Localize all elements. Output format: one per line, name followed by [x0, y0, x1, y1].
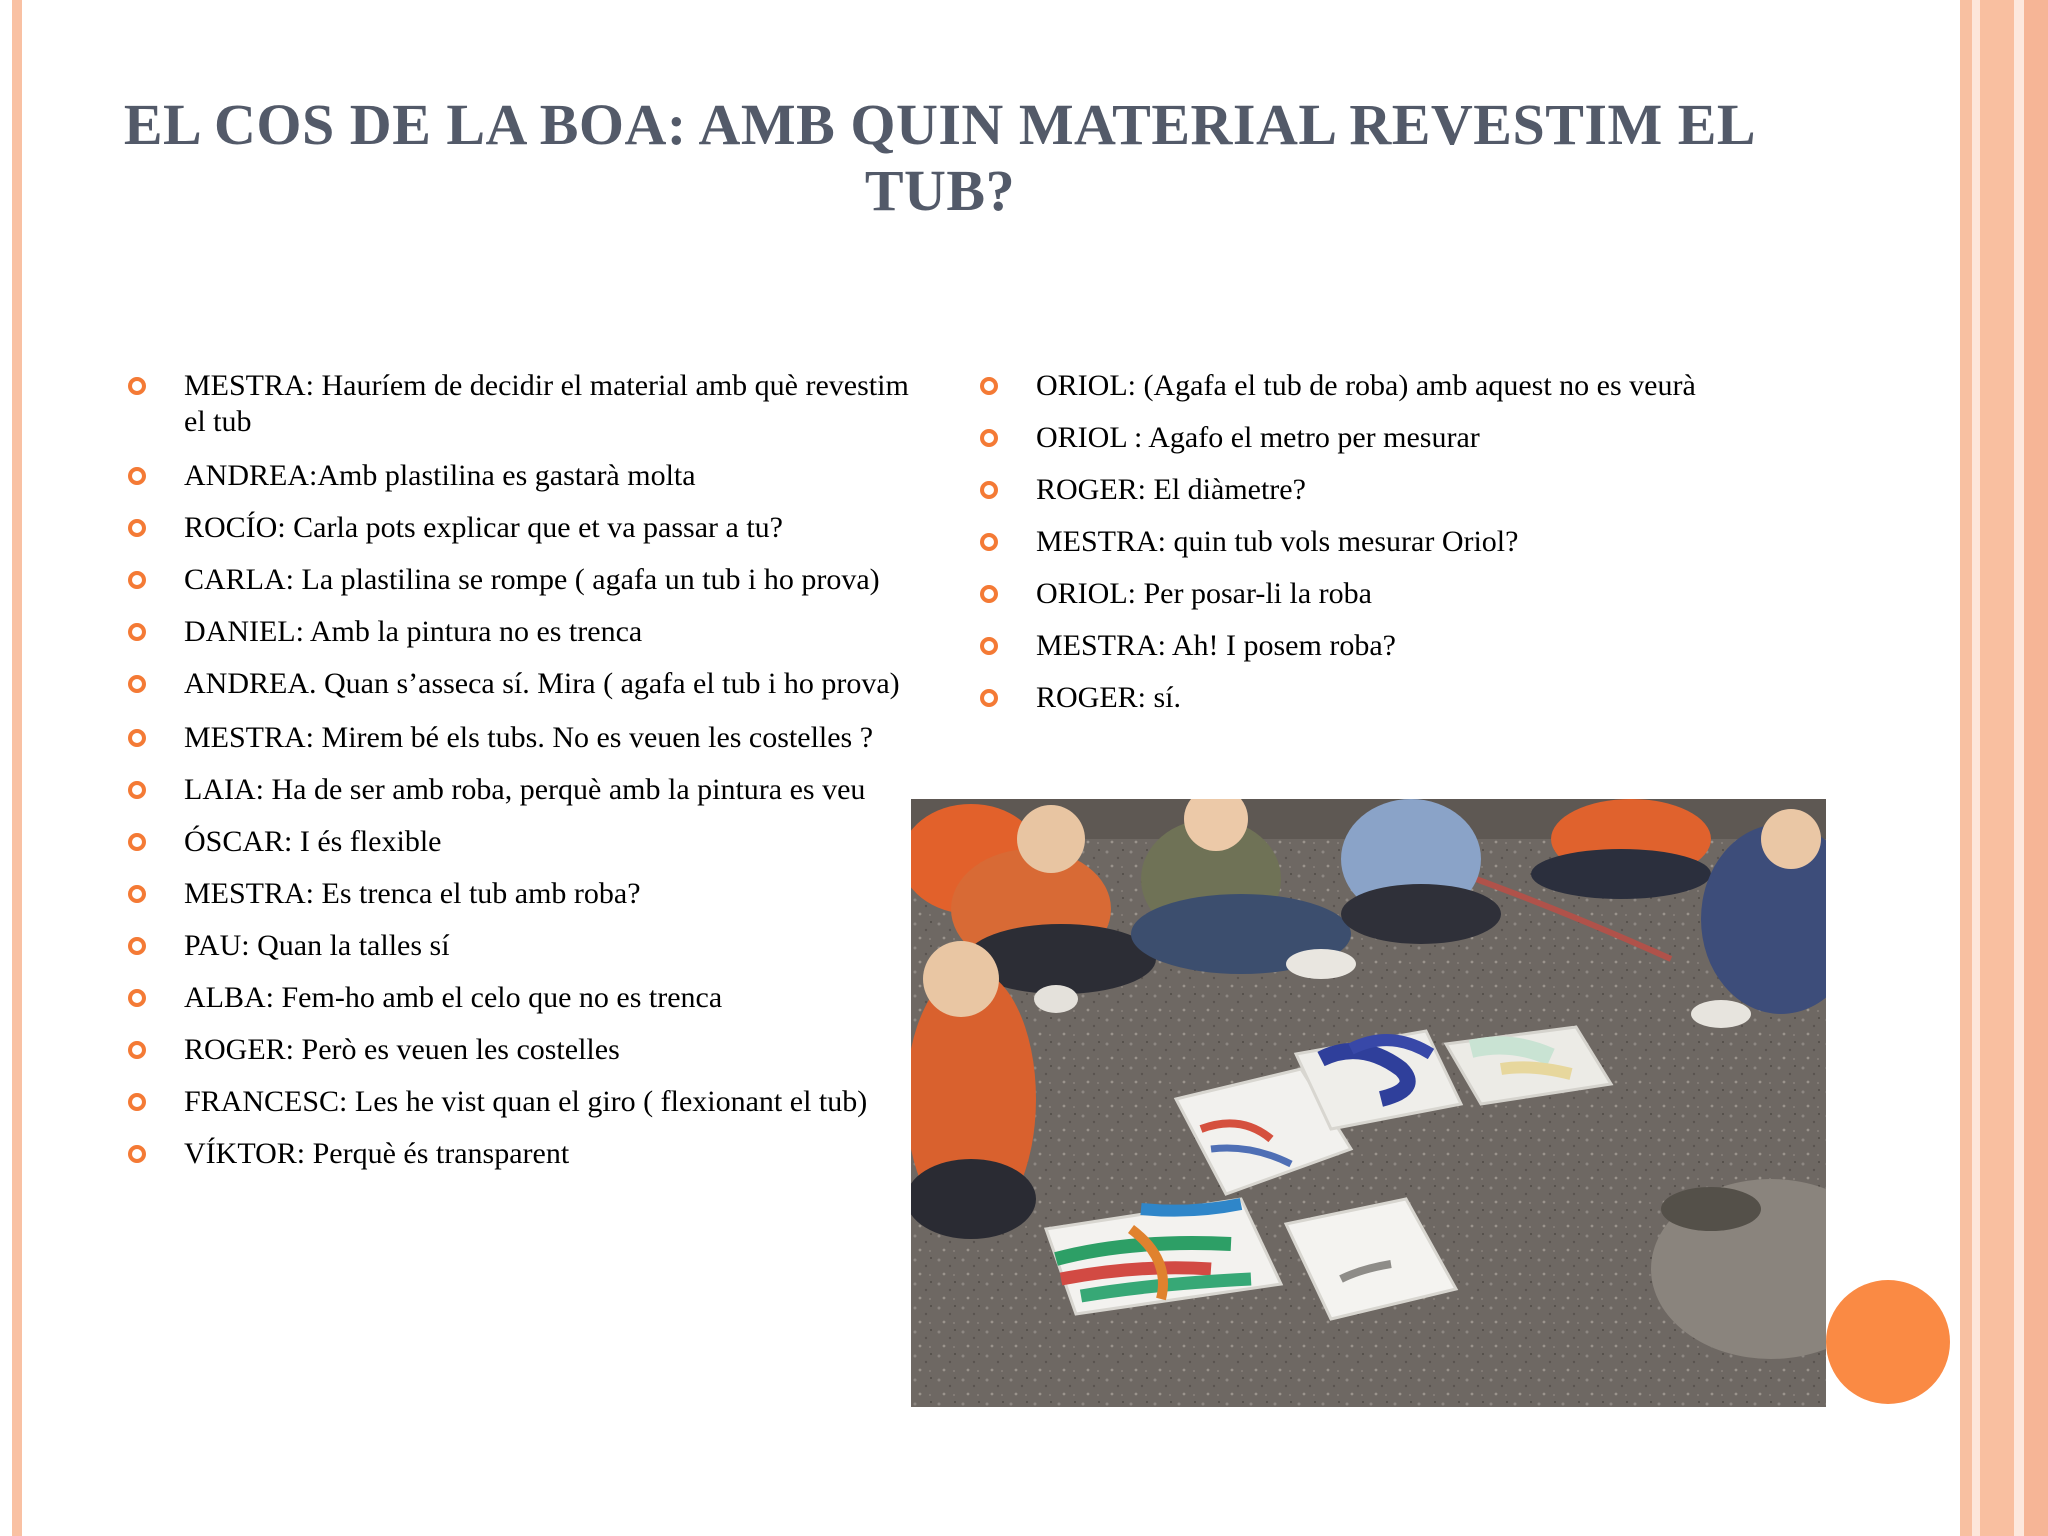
dialogue-item	[128, 562, 928, 598]
bullet-icon	[128, 1041, 146, 1059]
dialogue-item	[128, 458, 928, 494]
bullet-icon	[128, 729, 146, 747]
dialogue-item	[128, 980, 928, 1016]
bullet-icon	[128, 989, 146, 1007]
bullet-icon	[128, 519, 146, 537]
dialogue-text: MESTRA: Hauríem de decidir el material amb què revestim el tub	[184, 369, 909, 438]
right-edge-stripe-2	[1972, 0, 1980, 1536]
dialogue-text: ÓSCAR: I és flexible	[184, 825, 442, 858]
dialogue-item	[980, 368, 1800, 404]
dialogue-item	[980, 472, 1800, 508]
dialogue-text: ANDREA. Quan s’asseca sí. Mira ( agafa el tub i ho prova)	[184, 667, 900, 700]
left-dialogue-list	[128, 368, 928, 1172]
left-edge-stripe	[12, 0, 22, 1536]
dialogue-item	[128, 876, 928, 912]
dialogue-item	[128, 1136, 928, 1172]
dialogue-text: FRANCESC: Les he vist quan el giro ( flexionant el tub)	[184, 1085, 868, 1118]
dialogue-item	[128, 1032, 928, 1068]
dialogue-text: ALBA: Fem-ho amb el celo que no es trenca	[184, 981, 723, 1014]
bullet-icon	[128, 937, 146, 955]
bullet-icon	[980, 637, 998, 655]
bullet-icon	[128, 377, 146, 395]
bullet-icon	[128, 571, 146, 589]
dialogue-item	[980, 576, 1800, 612]
dialogue-text: VÍKTOR: Perquè és transparent	[184, 1137, 570, 1170]
dialogue-item	[128, 510, 928, 546]
bullet-icon	[980, 689, 998, 707]
classroom-photo	[911, 799, 1826, 1407]
dialogue-text: ORIOL: (Agafa el tub de roba) amb aquest no es veurà	[1036, 369, 1696, 402]
dialogue-text: DANIEL: Amb la pintura no es trenca	[184, 615, 643, 648]
dialogue-text: ANDREA:Amb plastilina es gastarà molta	[184, 459, 696, 492]
bullet-icon	[980, 429, 998, 447]
dialogue-item	[128, 368, 928, 440]
right-edge-stripe-5	[2024, 0, 2048, 1536]
dialogue-text: LAIA: Ha de ser amb roba, perquè amb la pintura es veu	[184, 773, 866, 806]
dialogue-item	[980, 680, 1800, 716]
right-edge-stripe-1	[1960, 0, 1972, 1536]
bullet-icon	[128, 833, 146, 851]
dialogue-item	[128, 1084, 928, 1120]
bullet-icon	[128, 675, 146, 693]
dialogue-text: CARLA: La plastilina se rompe ( agafa un tub i ho prova)	[184, 563, 880, 596]
dialogue-item	[980, 420, 1800, 456]
dialogue-text: MESTRA: quin tub vols mesurar Oriol?	[1036, 525, 1519, 558]
dialogue-text: ORIOL : Agafo el metro per mesurar	[1036, 421, 1480, 454]
dialogue-text: ROGER: Però es veuen les costelles	[184, 1033, 620, 1066]
dialogue-item	[128, 720, 928, 756]
bullet-icon	[128, 781, 146, 799]
dialogue-item	[980, 628, 1800, 664]
bullet-icon	[980, 481, 998, 499]
bullet-icon	[128, 885, 146, 903]
decorative-orange-circle	[1826, 1280, 1950, 1404]
dialogue-text: ROGER: El diàmetre?	[1036, 473, 1306, 506]
dialogue-text: MESTRA: Ah! I posem roba?	[1036, 629, 1396, 662]
bullet-icon	[980, 533, 998, 551]
dialogue-text: ORIOL: Per posar-li la roba	[1036, 577, 1372, 610]
dialogue-text: MESTRA: Mirem bé els tubs. No es veuen les costelles ?	[184, 721, 874, 754]
bullet-icon	[980, 585, 998, 603]
dialogue-item	[128, 824, 928, 860]
bullet-icon	[128, 1145, 146, 1163]
dialogue-item	[128, 772, 928, 808]
dialogue-text: MESTRA: Es trenca el tub amb roba?	[184, 877, 641, 910]
dialogue-item	[128, 666, 928, 702]
slide-title: EL COS DE LA BOA: AMB QUIN MATERIAL REVESTIM EL TUB?	[123, 92, 1757, 223]
right-edge-stripe-3	[1980, 0, 2014, 1536]
dialogue-text: ROGER: sí.	[1036, 681, 1182, 714]
bullet-icon	[980, 377, 998, 395]
right-edge-stripe-4	[2014, 0, 2024, 1536]
bullet-icon	[128, 623, 146, 641]
dialogue-item	[980, 524, 1800, 560]
right-dialogue-list	[980, 368, 1800, 716]
bullet-icon	[128, 1093, 146, 1111]
bullet-icon	[128, 467, 146, 485]
dialogue-item	[128, 928, 928, 964]
dialogue-item	[128, 614, 928, 650]
dialogue-text: ROCÍO: Carla pots explicar que et va passar a tu?	[184, 511, 783, 544]
dialogue-text: PAU: Quan la talles sí	[184, 929, 450, 962]
